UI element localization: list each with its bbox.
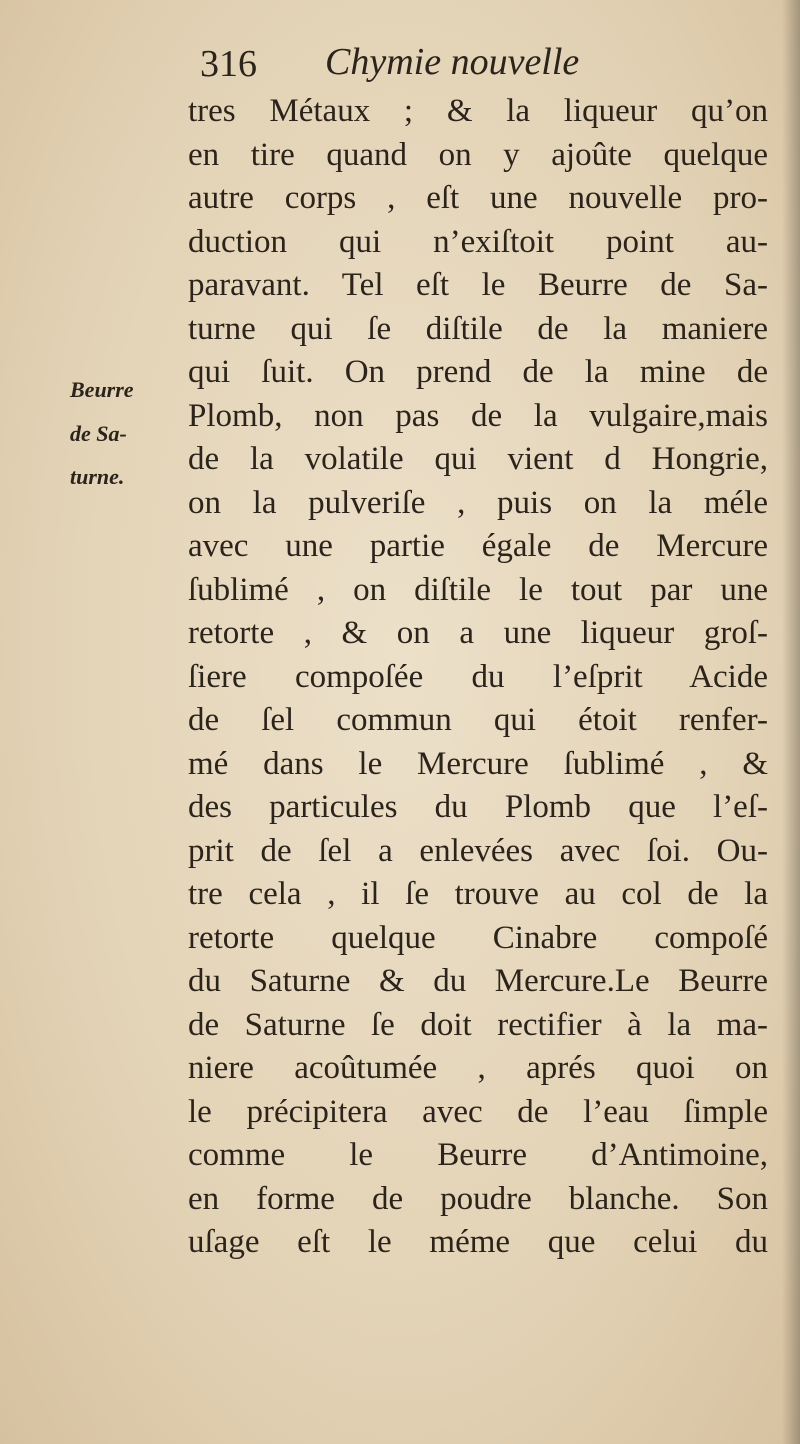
text-line: retorte quelque Cinabre compoſé	[188, 919, 768, 956]
text-line: retorte , & on a une liqueur groſ-	[188, 615, 768, 651]
margin-note-line: de Sa-	[70, 420, 127, 446]
text-line: duction qui n’exiſtoit point au-	[188, 223, 768, 260]
text-line: turne qui ſe diſtile de la maniere	[188, 310, 768, 347]
margin-note-line: turne.	[70, 464, 125, 489]
text-line: tre cela , il ſe trouve au col de la	[188, 876, 768, 912]
text-line: uſage eſt le méme que celui du	[188, 1224, 768, 1260]
text-line: en forme de poudre blanche. Son	[188, 1180, 768, 1217]
text-line: comme le Beurre d’Antimoine,	[188, 1137, 768, 1173]
text-line: avec une partie égale de Mercure	[188, 528, 768, 564]
text-line: ſiere compoſée du l’eſprit Acide	[188, 658, 768, 695]
text-line: prit de ſel a enlevées avec ſoi. Ou-	[188, 832, 768, 869]
text-line: des particules du Plomb que l’eſ-	[188, 789, 768, 825]
page-edge-shadow	[782, 0, 800, 1444]
text-line: en tire quand on y ajoûte quelque	[188, 136, 768, 173]
text-line: ſublimé , on diſtile le tout par une	[188, 571, 768, 608]
text-line: Plomb, non pas de la vulgaire,mais	[188, 397, 768, 434]
text-line: autre corps , eſt une nouvelle pro-	[188, 180, 768, 216]
text-line: le précipitera avec de l’eau ſimple	[188, 1093, 768, 1130]
text-line: mé dans le Mercure ſublimé , &	[188, 745, 768, 782]
text-line: de la volatile qui vient d Hongrie,	[188, 441, 768, 477]
text-line: qui ſuit. On prend de la mine de	[188, 354, 768, 390]
text-line: du Saturne & du Mercure.Le Beurre	[188, 963, 768, 999]
margin-note-line: Beurre	[70, 377, 134, 402]
text-line: on la pulveriſe , puis on la méle	[188, 484, 768, 521]
running-title: Chymie nouvelle	[325, 41, 580, 83]
text-line: de ſel commun qui étoit renfer-	[188, 702, 768, 738]
text-line: de Saturne ſe doit rectifier à la ma-	[188, 1006, 768, 1043]
text-line: paravant. Tel eſt le Beurre de Sa-	[188, 267, 768, 303]
body-text	[188, 90, 768, 1265]
margin-note	[70, 368, 185, 499]
text-line: tres Métaux ; & la liqueur qu’on	[188, 93, 768, 129]
page-number: 316	[200, 43, 257, 85]
text-line: niere acoûtumée , aprés quoi on	[188, 1050, 768, 1086]
